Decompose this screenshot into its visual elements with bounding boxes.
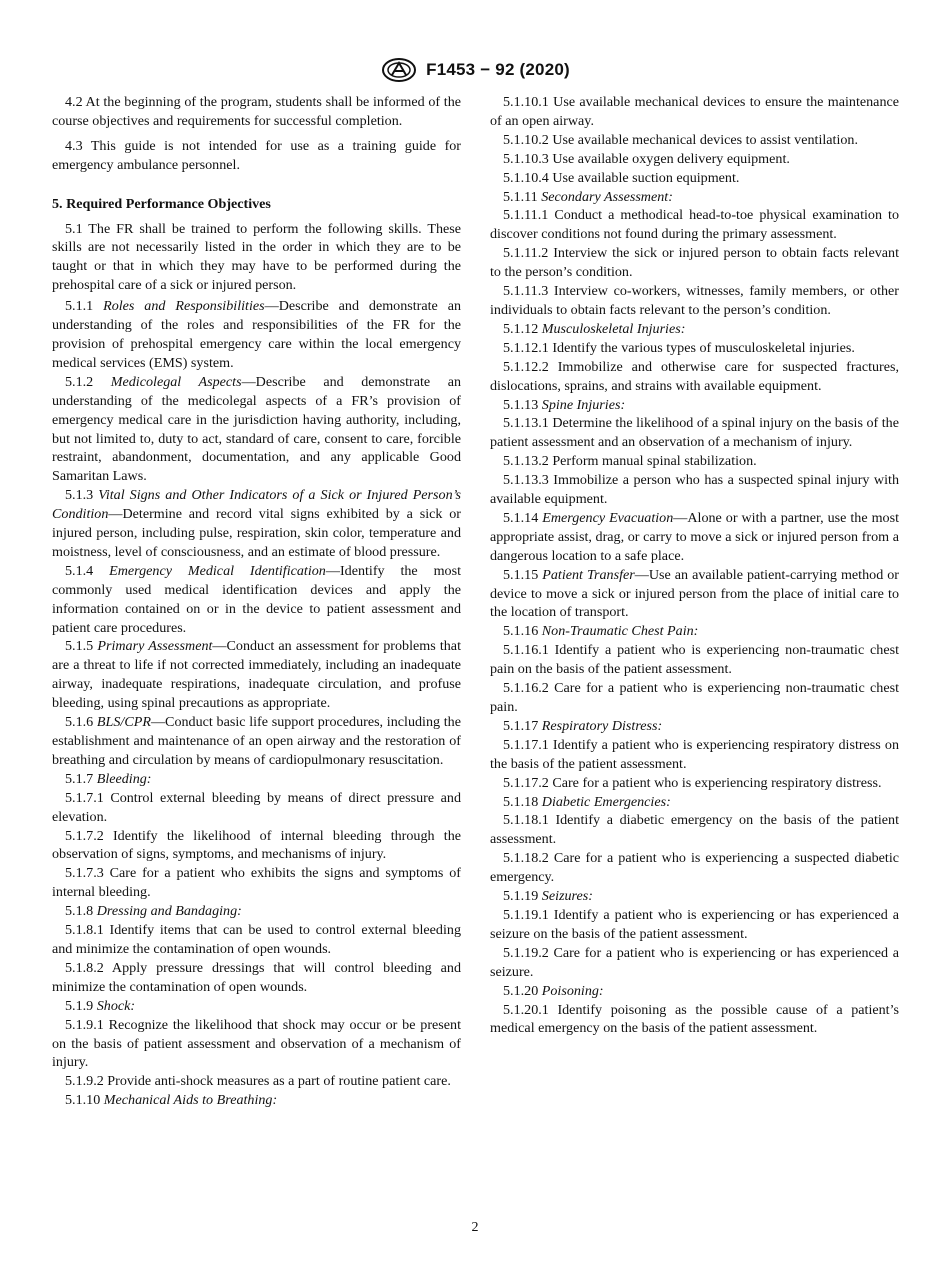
paragraph-5-1-16-2: 5.1.16.2 Care for a patient who is experiencing non-traumatic chest pain. (490, 680, 899, 715)
document-designation: F1453 − 92 (2020) (426, 60, 570, 79)
item-title: Spine Injuries: (541, 396, 626, 413)
item-title: Vital Signs and Other Indicators of a Sick or Injured Person’s Condition (52, 487, 461, 523)
item-title: Non-Traumatic Chest Pain: (541, 623, 699, 640)
paragraph-5-1-10: 5.1.10 Mechanical Aids to Breathing: (65, 1092, 278, 1109)
paragraph-5-1-7: 5.1.7 Bleeding: (65, 770, 152, 787)
item-title: Shock: (96, 997, 136, 1014)
paragraph-5-1-11: 5.1.11 Secondary Assessment: (503, 188, 673, 205)
item-title: BLS/CPR (96, 714, 151, 731)
paragraph-5-1-20: 5.1.20 Poisoning: (503, 982, 604, 999)
item-title: Primary Assessment (97, 638, 213, 655)
paragraph-5-1-8-2: 5.1.8.2 Apply pressure dressings that will control bleeding and minimize the contamination of open wounds. (52, 959, 461, 995)
paragraph-5-1-19-1: 5.1.19.1 Identify a patient who is experiencing or has experienced a seizure on the basis of the patient assessment. (490, 906, 899, 942)
paragraph-5-1-15: 5.1.15 Patient Transfer—Use an available patient-carrying method or device to move a sick or injured person from the place of initial care to the location of transport. (490, 566, 899, 621)
paragraph-5-1-13-2: 5.1.13.2 Perform manual spinal stabilization. (503, 453, 757, 470)
paragraph-5-1-12-2: 5.1.12.2 Immobilize and otherwise care for suspected fractures, dislocations, sprains, and strains with available equipment. (490, 358, 899, 394)
paragraph-5-1-3: 5.1.3 Vital Signs and Other Indicators of a Sick or Injured Person’s Condition—Determine and record vital signs exhibited by a sick or injured person, including pulse, respiration, skin color, temperature and moistness, level of consciousness, and an estimate of blood pressure. (52, 487, 461, 560)
paragraph-5-1-18-1: 5.1.18.1 Identify a diabetic emergency on the basis of the patient assessment. (490, 812, 899, 848)
item-title: Seizures: (541, 888, 593, 905)
paragraph-5-1-1: 5.1.1 Roles and Responsibilities—Describe and demonstrate an understanding of the roles and responsibilities of the FR for the provision of prehospital emergency care within the local emergency medical services (EMS) system. (52, 298, 461, 371)
paragraph-5-1-10-1: 5.1.10.1 Use available mechanical devices to ensure the maintenance of an open airway. (490, 94, 899, 129)
paragraph-5-1-13-3: 5.1.13.3 Immobilize a person who has a suspected spinal injury with available equipment. (490, 472, 899, 508)
paragraph-5-1-9-1: 5.1.9.1 Recognize the likelihood that shock may occur or be present on the basis of patient assessment and observation of a mechanism of injury. (52, 1016, 461, 1071)
paragraph-5-1-13-1: 5.1.13.1 Determine the likelihood of a spinal injury on the basis of the patient assessment and an observation of a mechanism of injury. (490, 415, 899, 451)
paragraph-5-1-7-1: 5.1.7.1 Control external bleeding by means of direct pressure and elevation. (52, 789, 461, 825)
paragraph-5-1-19: 5.1.19 Seizures: (503, 888, 593, 905)
paragraph-5-1-7-3: 5.1.7.3 Care for a patient who exhibits the signs and symptoms of internal bleeding. (52, 865, 461, 901)
item-title: Patient Transfer (542, 566, 635, 583)
right-column (490, 93, 899, 1038)
item-title: Emergency Evacuation (542, 509, 674, 526)
item-title: Secondary Assessment: (541, 188, 673, 205)
page-number: 2 (471, 1220, 479, 1235)
paragraph-5-1-10-4: 5.1.10.4 Use available suction equipment. (503, 169, 740, 186)
paragraph-5-1-16-1: 5.1.16.1 Identify a patient who is experiencing non-traumatic chest pain on the basis of the patient assessment. (490, 642, 899, 678)
paragraph-5-1-5: 5.1.5 Primary Assessment—Conduct an assessment for problems that are a threat to life if not corrected immediately, including an inadequate airway, inadequate respirations, inadequate circulation, and profuse bleeding, using spinal precautions as appropriate. (52, 638, 461, 712)
paragraph-5-1-20-1: 5.1.20.1 Identify poisoning as the possible cause of a patient’s medical emergency on the basis of the patient assessment. (490, 1001, 899, 1037)
page-header (0, 56, 950, 84)
paragraph-5-1-6: 5.1.6 BLS/CPR—Conduct basic life support procedures, including the establishment and maintenance of an open airway and the restoration of breathing and circulation by means of cardiopulmonary resuscitation. (52, 714, 461, 768)
item-title: Mechanical Aids to Breathing: (103, 1092, 278, 1109)
paragraph-5-1: 5.1 The FR shall be trained to perform the following skills. These skills are not necessarily listed in the order in which they are to be taught or that in which they may have to be performed during the prehospital care of a sick or injured person. (52, 220, 461, 294)
paragraph-5-1-11-2: 5.1.11.2 Interview the sick or injured person to obtain facts relevant to the person’s condition. (490, 245, 899, 281)
paragraph-5-1-10-2: 5.1.10.2 Use available mechanical devices to assist ventilation. (503, 131, 858, 148)
item-title: Dressing and Bandaging: (96, 903, 242, 920)
item-title: Bleeding: (96, 770, 152, 787)
astm-logo-icon (380, 57, 418, 83)
item-title: Medicolegal Aspects (110, 373, 242, 390)
left-column (52, 93, 461, 1110)
paragraph-5-1-18: 5.1.18 Diabetic Emergencies: (503, 793, 671, 810)
paragraph-5-1-16: 5.1.16 Non-Traumatic Chest Pain: (503, 623, 699, 640)
paragraph-5-1-12: 5.1.12 Musculoskeletal Injuries: (503, 320, 686, 337)
paragraph-4-2: 4.2 At the beginning of the program, students shall be informed of the course objectives and requirements for successful completion. (52, 94, 461, 129)
paragraph-5-1-17-2: 5.1.17.2 Care for a patient who is experiencing respiratory distress. (503, 774, 882, 791)
paragraph-5-1-18-2: 5.1.18.2 Care for a patient who is experiencing a suspected diabetic emergency. (490, 850, 899, 886)
paragraph-5-1-8-1: 5.1.8.1 Identify items that can be used to control external bleeding and minimize the contamination of open wounds. (52, 922, 461, 957)
section-5-heading: 5. Required Performance Objectives (52, 195, 271, 212)
paragraph-5-1-19-2: 5.1.19.2 Care for a patient who is experiencing or has experienced a seizure. (490, 944, 899, 980)
paragraph-5-1-14: 5.1.14 Emergency Evacuation—Alone or with a partner, use the most appropriate assist, drag, or carry to move a sick or injured person from a dangerous location to a safe place. (490, 509, 899, 564)
item-title: Roles and Responsibilities (103, 298, 265, 315)
paragraph-5-1-7-2: 5.1.7.2 Identify the likelihood of internal bleeding through the observation of signs, symptoms, and mechanisms of injury. (52, 827, 461, 863)
paragraph-5-1-2: 5.1.2 Medicolegal Aspects—Describe and demonstrate an understanding of the medicolegal aspects of a FR’s provision of emergency medical care in the jurisdiction having authority, including, but not limited to, duty to act, standard of care, consent to care, forcible restraint, abandonment, documentation, and any applicable Good Samaritan Laws. (52, 373, 461, 485)
item-title: Diabetic Emergencies: (541, 793, 671, 810)
paragraph-5-1-13: 5.1.13 Spine Injuries: (503, 396, 626, 413)
paragraph-5-1-12-1: 5.1.12.1 Identify the various types of musculoskeletal injuries. (503, 339, 855, 356)
paragraph-5-1-8: 5.1.8 Dressing and Bandaging: (65, 903, 242, 920)
paragraph-5-1-10-3: 5.1.10.3 Use available oxygen delivery equipment. (503, 150, 790, 167)
paragraph-5-1-17: 5.1.17 Respiratory Distress: (503, 717, 663, 734)
item-title: Emergency Medical Identification (109, 562, 326, 579)
item-title: Poisoning: (541, 982, 604, 999)
item-title: Respiratory Distress: (541, 717, 663, 734)
paragraph-5-1-17-1: 5.1.17.1 Identify a patient who is experiencing respiratory distress on the basis of the patient assessment. (490, 736, 899, 772)
paragraph-5-1-11-1: 5.1.11.1 Conduct a methodical head-to-toe physical examination to discover conditions not found during the primary assessment. (490, 207, 899, 243)
paragraph-5-1-9: 5.1.9 Shock: (65, 997, 136, 1014)
paragraph-4-3: 4.3 This guide is not intended for use as a training guide for emergency ambulance personnel. (52, 137, 461, 173)
paragraph-5-1-9-2: 5.1.9.2 Provide anti-shock measures as a part of routine patient care. (65, 1073, 451, 1090)
paragraph-5-1-11-3: 5.1.11.3 Interview co-workers, witnesses, family members, or other individuals to obtain facts relevant to the person’s condition. (490, 283, 899, 318)
paragraph-5-1-4: 5.1.4 Emergency Medical Identification—Identify the most commonly used medical identification devices and apply the information contained on or in the device to patient assessment and patient care procedures. (52, 562, 461, 636)
item-title: Musculoskeletal Injuries: (541, 320, 686, 337)
